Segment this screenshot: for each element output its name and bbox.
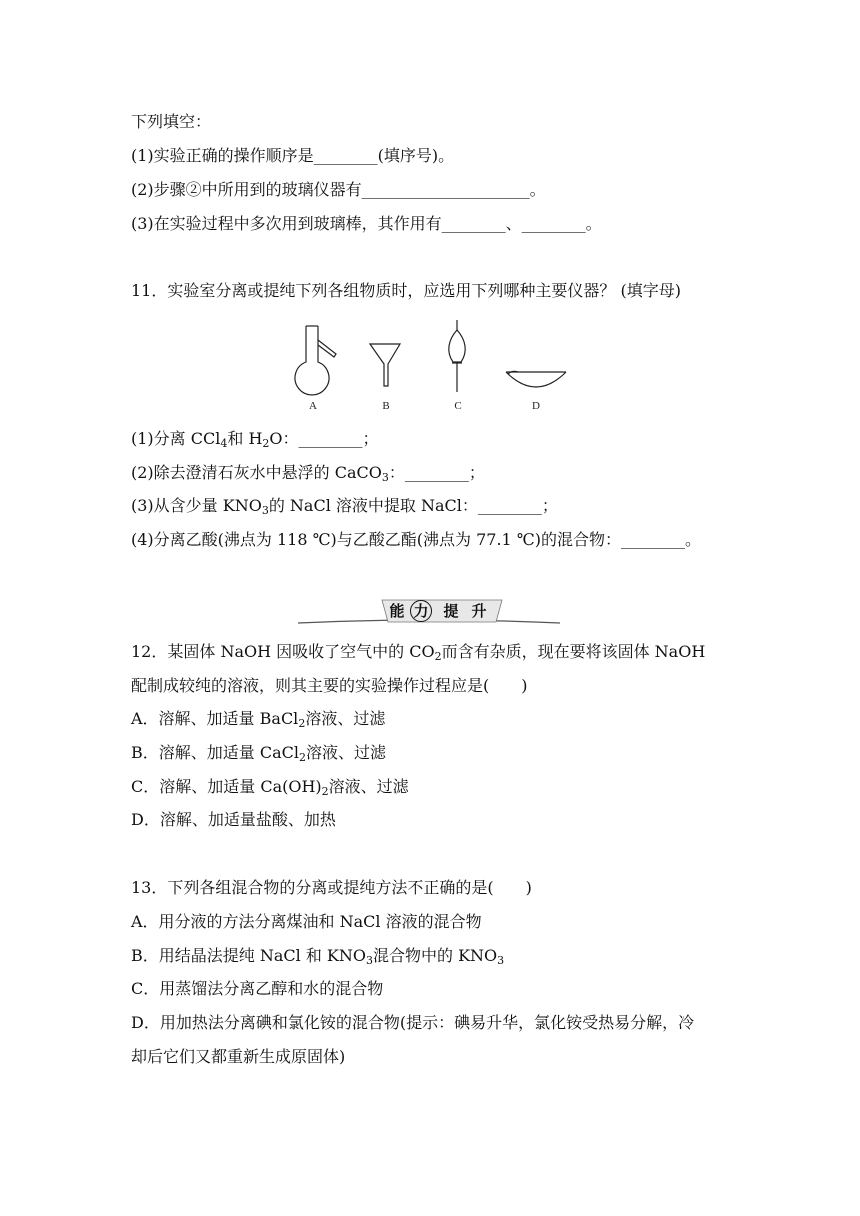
label-b: B [382, 400, 390, 412]
badge-char-2: 力 [410, 600, 432, 622]
q13-option-d-line-2: 却后它们又都重新生成原固体) [131, 1047, 346, 1066]
q13-stem: 13．下列各组混合物的分离或提纯方法不正确的是( ) [131, 878, 532, 897]
q10-item-3: (3)在实验过程中多次用到玻璃棒，其作用有________、________。 [131, 214, 602, 233]
q12-stem-line-1: 12．某固体 NaOH 因吸收了空气中的 $CO_2$而含有杂质，现在要将该固体 NaOH [131, 642, 706, 663]
funnel-icon [370, 344, 400, 386]
label-d: D [532, 400, 540, 412]
q11-item-2: (2)除去澄清石灰水中悬浮的 CaCO$_3$：________； [131, 463, 485, 484]
evaporating-dish-icon [506, 371, 566, 387]
q11-stem: 11．实验室分离或提纯下列各组物质时，应选用下列哪种主要仪器？ (填字母) [131, 281, 681, 300]
q13-option-c: C．用蒸馏法分离乙醇和水的混合物 [131, 979, 384, 998]
separatory-funnel-icon [449, 320, 465, 392]
label-a: A [309, 400, 317, 412]
q13-option-b: B．用结晶法提纯 NaCl 和 $KNO_3$混合物中的 $KNO_3$ [131, 946, 505, 967]
q12-option-c: C．溶解、加适量 $Ca(OH)_2$溶液、过滤 [131, 777, 409, 798]
q13-option-a: A．用分液的方法分离煤油和 NaCl 溶液的混合物 [131, 912, 482, 931]
q11-item-3: (3)从含少量 $KNO_3$的 NaCl 溶液中提取 NaCl：________； [131, 496, 558, 517]
q12-option-d: D．溶解、加适量盐酸、加热 [131, 810, 336, 829]
distillation-flask-icon [295, 326, 336, 395]
lab-apparatus-figure [286, 318, 586, 418]
q11-item-1: (1)分离 CCl$_4$和 $H_2O$：________； [131, 429, 379, 450]
q12-option-b: B．溶解、加适量 CaCl$_2$溶液、过滤 [131, 743, 387, 764]
q12-stem-line-2: 配制成较纯的溶液，则其主要的实验操作过程应是( ) [131, 676, 528, 695]
q13-option-d-line-1: D．用加热法分离碘和氯化铵的混合物(提示：碘易升华，氯化铵受热易分解，冷 [131, 1013, 695, 1032]
badge-char-1: 能 [389, 602, 405, 620]
badge-char-3: 提 [443, 602, 459, 620]
q12-option-a: A．溶解、加适量 BaCl$_2$溶液、过滤 [131, 709, 386, 730]
q10-item-2: (2)步骤②中所用到的玻璃仪器有_____________________。 [131, 180, 546, 199]
label-c: C [454, 400, 462, 412]
q10-item-1: (1)实验正确的操作顺序是________(填序号)。 [131, 146, 455, 165]
q11-item-4: (4)分离乙酸(沸点为 118 ℃)与乙酸乙酯(沸点为 77.1 ℃)的混合物：________。 [131, 530, 701, 549]
section-badge [298, 596, 560, 626]
badge-char-4: 升 [471, 602, 487, 620]
q10-intro: 下列填空： [131, 112, 212, 131]
